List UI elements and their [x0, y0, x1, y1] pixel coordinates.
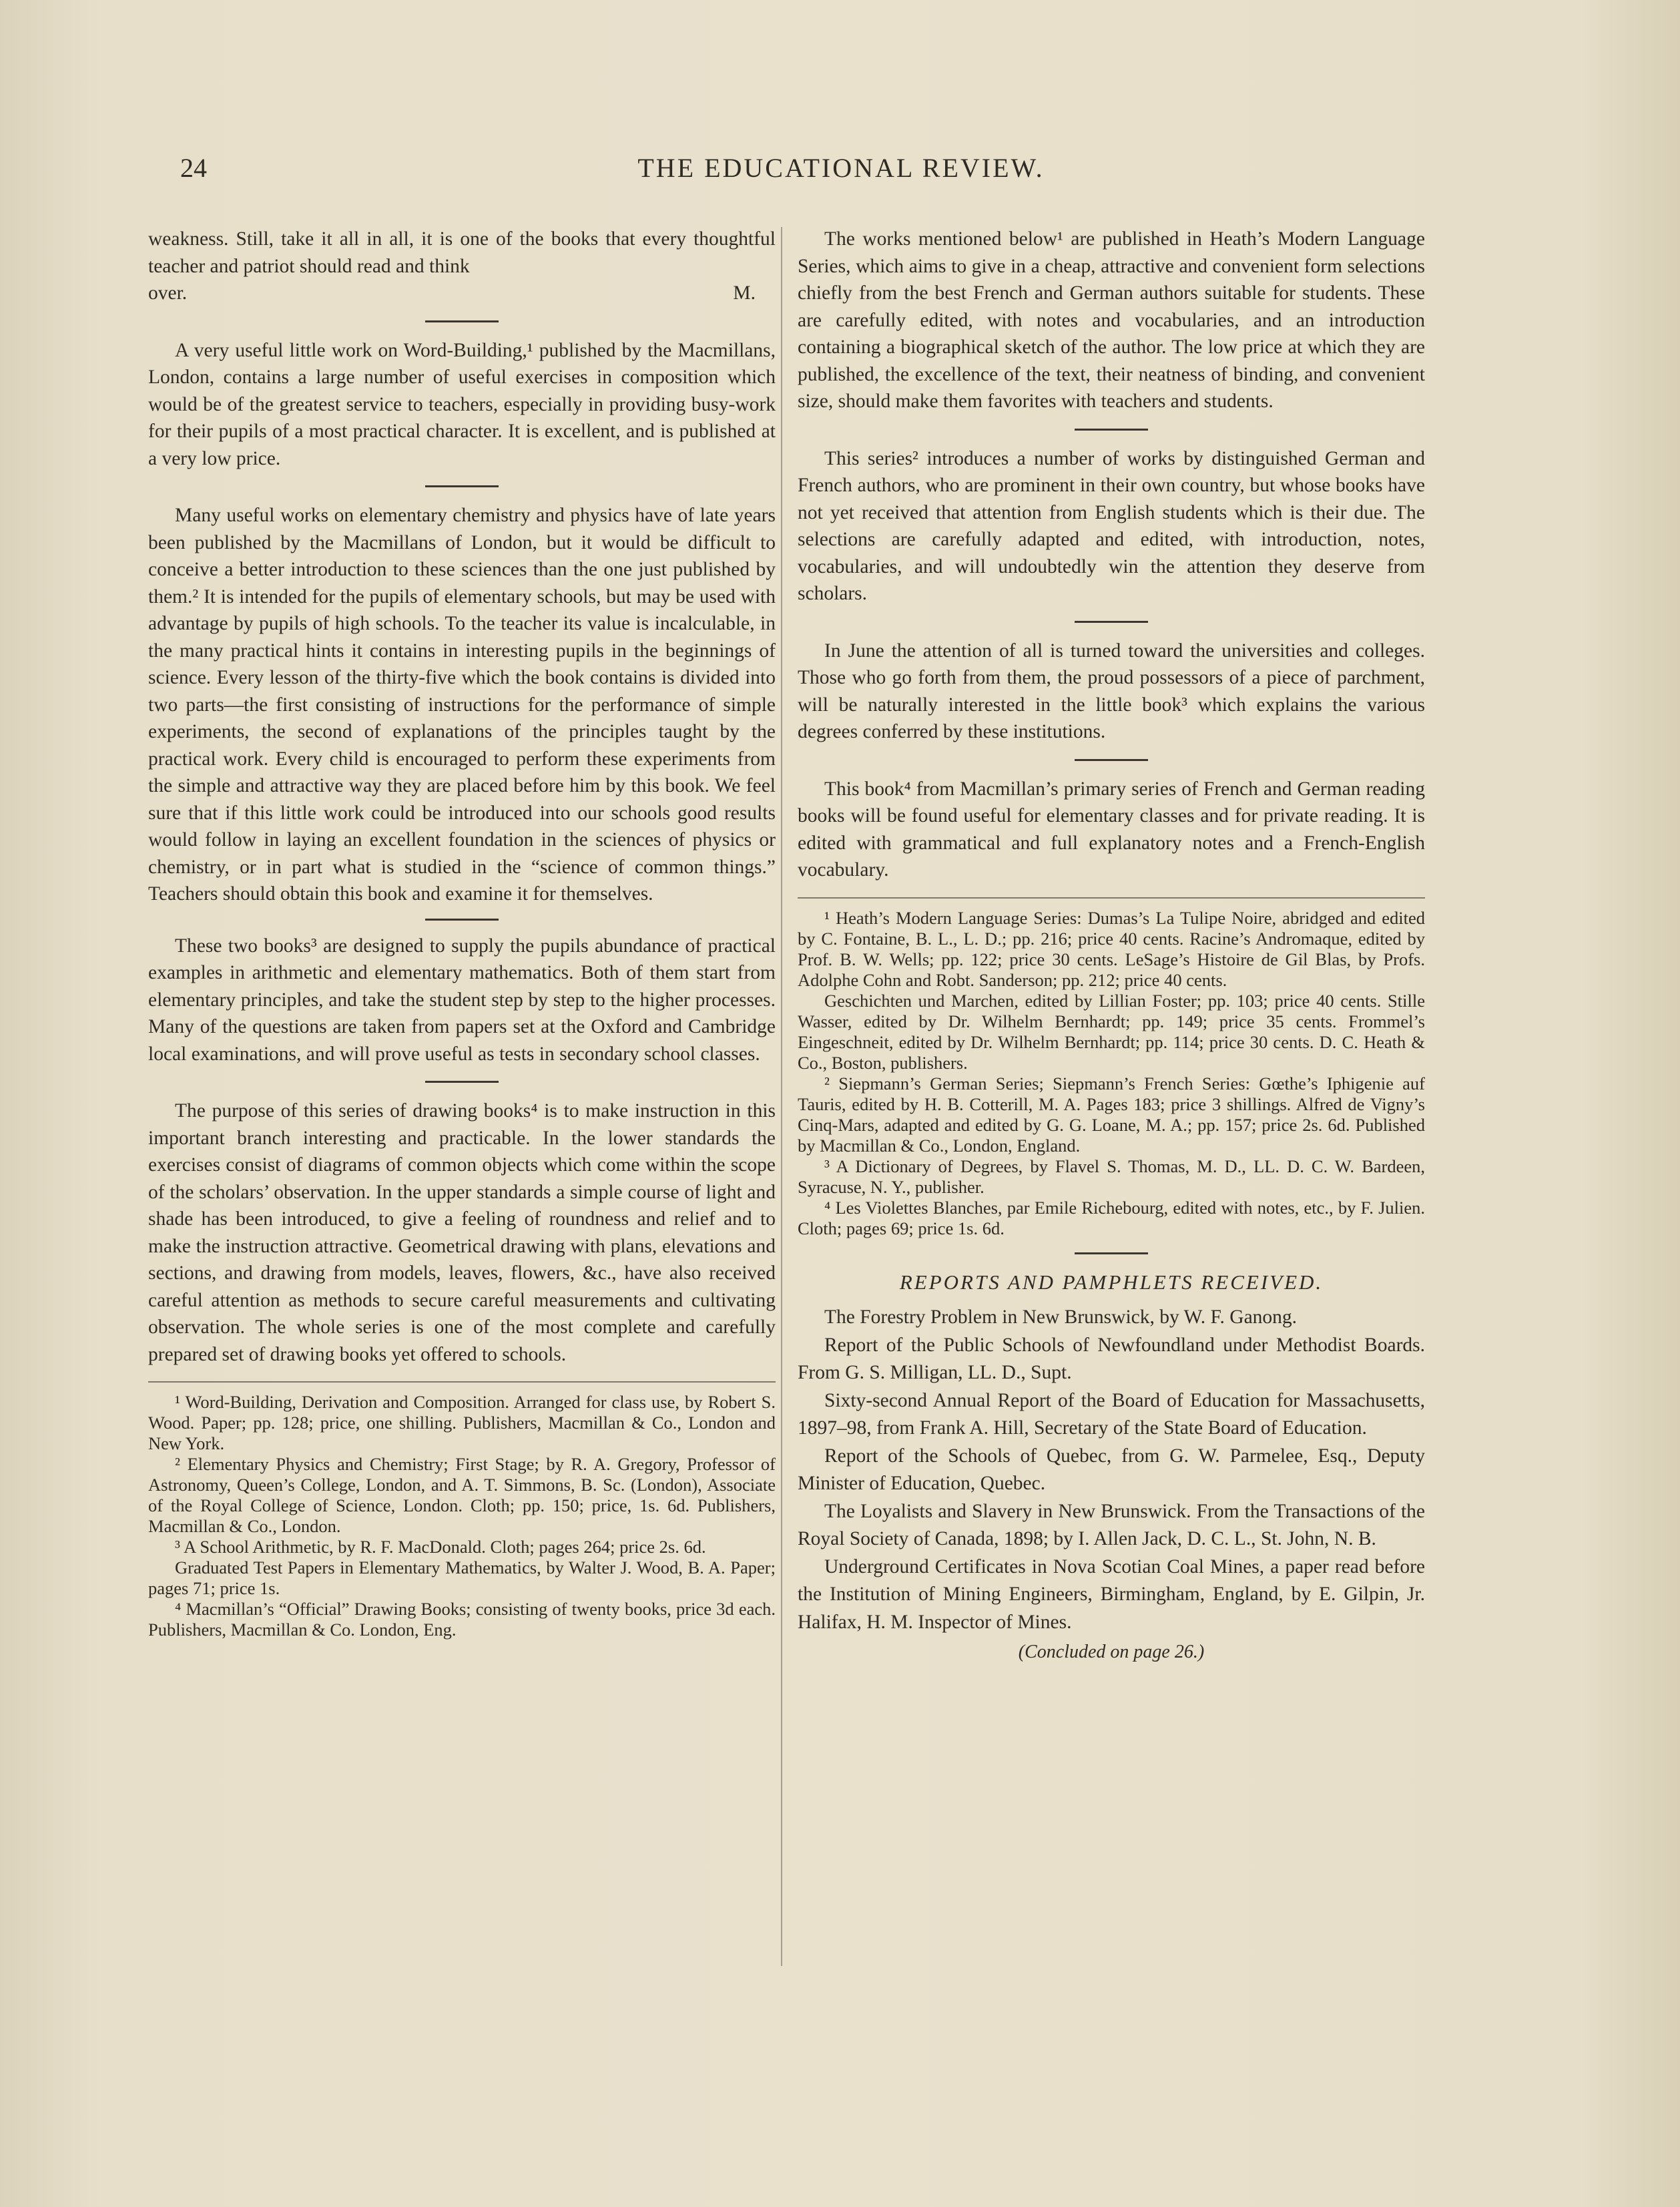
report-item: Report of the Public Schools of Newfoundland under Methodist Boards. From G. S. Milligan, LL. D., Supt.	[798, 1334, 1425, 1383]
footnote-3b: Graduated Test Papers in Elementary Mathematics, by Walter J. Wood, B. A. Paper; pages 71; price 1s.	[148, 1557, 776, 1598]
footnote-4: ⁴ Macmillan’s “Official” Drawing Books; consisting of twenty books, price 3d each. Publishers, Macmillan & Co. London, Eng.	[148, 1599, 776, 1640]
review-dictionary-degrees: In June the attention of all is turned toward the universities and colleges. Those who go forth from them, the proud possessors of a piece of parchment, will be naturally interested in the little book³ which explains the various degrees conferred by these institutions.	[798, 640, 1425, 742]
review-heath-series: The works mentioned below¹ are published in Heath’s Modern Language Series, which aims to give in a cheap, attractive and convenient form selections chiefly from the best French and German authors suitable for students. These are carefully edited, with notes and vocabularies, and an introduction containing a biographical sketch of the author. The low price at which they are published, the excellence of the text, their neatness of binding, and convenient size, should make them favorites with teachers and students.	[798, 228, 1425, 412]
intro-paragraph: weakness. Still, take it all in all, it is one of the books that every thoughtful teacher and patriot should read and think	[148, 228, 776, 277]
left-column	[148, 226, 776, 1640]
review-physics-chemistry: Many useful works on elementary chemistry and physics have of late years been published by the Macmillans of London, but it would be difficult to conceive a better introduction to these sciences than the one just published by them.² It is intended for the pupils of elementary schools, but may be used with advantage by pupils of high schools. To the teacher its value is incalculable, in the many practical hints it contains in interesting pupils in the beginnings of science. Every lesson of the thirty-five which the book contains is divided into two parts—the first consisting of instructions for the performance of simple experiments, the second of explanations of the principles taught by the practical work. Every child is encouraged to perform these experiments from the simple and attractive way they are placed before him by this book. We feel sure that if this little work could be introduced into our schools good results would follow in laying an excellent foundation in the sciences of physics or chemistry, or in part what is studied in the “science of common things.” Teachers should obtain this book and examine it for themselves.	[148, 505, 776, 905]
separator	[1075, 759, 1148, 761]
footnote-1a: ¹ Heath’s Modern Language Series: Dumas’s La Tulipe Noire, abridged and edited by C. Fontaine, B. L., L. D.; pp. 216; price 40 cents. Racine’s Andromaque, edited by Prof. B. W. Wells; pp. 122; price 30 cents. LeSage’s Histoire de Gil Blas, by Profs. Adolphe Cohn and Robt. Sanderson; pp. 212; price 40 cents.	[798, 907, 1425, 990]
footnote-3: ³ A Dictionary of Degrees, by Flavel S. Thomas, M. D., LL. D. C. W. Bardeen, Syracuse, N. Y., publisher.	[798, 1156, 1425, 1197]
reports-heading: REPORTS AND PAMPHLETS RECEIVED.	[899, 1270, 1324, 1294]
right-column	[798, 226, 1425, 1666]
intro-signoff	[148, 280, 776, 307]
footnote-2: ² Elementary Physics and Chemistry; First Stage; by R. A. Gregory, Professor of Astronomy, Queen’s College, London, and A. T. Simmons, B. Sc. (London), Associate of the Royal College of Science, London. Cloth; pp. 150; price, 1s. 6d. Publishers, Macmillan & Co., London.	[148, 1454, 776, 1536]
footnote-1: ¹ Word-Building, Derivation and Composition. Arranged for class use, by Robert S. Wood. Paper; pp. 128; price, one shilling. Publishers, Macmillan & Co., London and New York.	[148, 1392, 776, 1453]
footnote-2: ² Siepmann’s German Series; Siepmann’s French Series: Gœthe’s Iphigenie auf Tauris, edited by H. B. Cotterill, M. A. Pages 183; price 3 shillings. Alfred de Vigny’s Cinq-Mars, adapted and edited by G. G. Loane, M. A.; pp. 157; price 2s. 6d. Published by Macmillan & Co., London, England.	[798, 1073, 1425, 1156]
separator	[1075, 621, 1148, 623]
footnote-rule	[798, 897, 1425, 899]
separator	[1075, 429, 1148, 431]
report-item: The Loyalists and Slavery in New Brunswick. From the Transactions of the Royal Society of Canada, 1898; by I. Allen Jack, D. C. L., St. John, N. B.	[798, 1500, 1425, 1549]
footnote-1b: Geschichten und Marchen, edited by Lillian Foster; pp. 103; price 40 cents. Stille Wasser, edited by Dr. Wilhelm Bernhardt; pp. 149; price 35 cents. Frommel’s Eingeschneit, edited by Dr. Wilhelm Bernhardt; pp. 114; price 30 cents. D. C. Heath & Co., Boston, publishers.	[798, 990, 1425, 1073]
concluded-note: (Concluded on page 26.)	[1018, 1642, 1205, 1662]
separator	[1075, 1252, 1148, 1254]
intro-signature: M.	[733, 282, 756, 304]
review-arithmetic: These two books³ are designed to supply the pupils abundance of practical examples in arithmetic and elementary mathematics. Both of them start from elementary principles, and take the student step by step to the higher processes. Many of the questions are taken from papers set at the Oxford and Cambridge local examinations, and will prove useful as tests in secondary school classes.	[148, 935, 776, 1065]
report-item: Report of the Schools of Quebec, from G. W. Parmelee, Esq., Deputy Minister of Education, Quebec.	[798, 1445, 1425, 1494]
separator	[425, 320, 499, 322]
reports-list	[798, 1304, 1425, 1636]
review-word-building: A very useful little work on Word-Building,¹ published by the Macmillans, London, contains a large number of useful exercises in composition which would be of the greatest service to teachers, especially in providing busy-work for their pupils of a most practical character. It is excellent, and is published at a very low price.	[148, 339, 776, 469]
column-divider	[781, 227, 782, 1966]
separator	[425, 1081, 499, 1083]
report-item: Sixty-second Annual Report of the Board of Education for Massachusetts, 1897–98, from Frank A. Hill, Secretary of the State Board of Education.	[798, 1389, 1425, 1439]
separator	[425, 919, 499, 921]
report-item: The Forestry Problem in New Brunswick, by W. F. Ganong.	[824, 1306, 1298, 1328]
intro-last-word: over.	[148, 282, 188, 304]
report-item: Underground Certificates in Nova Scotian Coal Mines, a paper read before the Institution of Mining Engineers, Birmingham, England, by E. Gilpin, Jr. Halifax, H. M. Inspector of Mines.	[798, 1555, 1425, 1633]
page-header	[180, 152, 1502, 192]
review-violettes-blanches: This book⁴ from Macmillan’s primary series of French and German reading books will be found useful for elementary classes and for private reading. It is edited with grammatical and full explanatory notes and a French-English vocabulary.	[798, 778, 1425, 881]
page-number: 24	[180, 153, 207, 183]
footnote-3a: ³ A School Arithmetic, by R. F. MacDonald. Cloth; pages 264; price 2s. 6d.	[175, 1537, 706, 1557]
running-title: THE EDUCATIONAL REVIEW.	[637, 153, 1045, 183]
separator	[425, 485, 499, 487]
footnote-4: ⁴ Les Violettes Blanches, par Emile Richebourg, edited with notes, etc., by F. Julien. Cloth; pages 69; price 1s. 6d.	[798, 1197, 1425, 1238]
review-drawing-books: The purpose of this series of drawing books⁴ is to make instruction in this important branch interesting and practicable. In the lower standards the exercises consist of diagrams of common objects which come within the scope of the scholars’ observation. In the upper standards a simple course of light and shade has been introduced, to give a feeling of roundness and relief and to make the instruction attractive. Geometrical drawing with plans, elevations and sections, and drawing from models, leaves, flowers, &c., have also received careful attention as methods to secure careful measurements and cultivating observation. The whole series is one of the most complete and carefully prepared set of drawing books yet offered to schools.	[148, 1100, 776, 1365]
review-siepmann-series: This series² introduces a number of works by distinguished German and French authors, who are prominent in their own country, but whose books have not yet received that attention from English students which is their due. The selections are carefully adapted and edited, with introduction, notes, vocabularies, and will undoubtedly win the attention they deserve from scholars.	[798, 447, 1425, 604]
footnote-rule	[148, 1381, 776, 1383]
